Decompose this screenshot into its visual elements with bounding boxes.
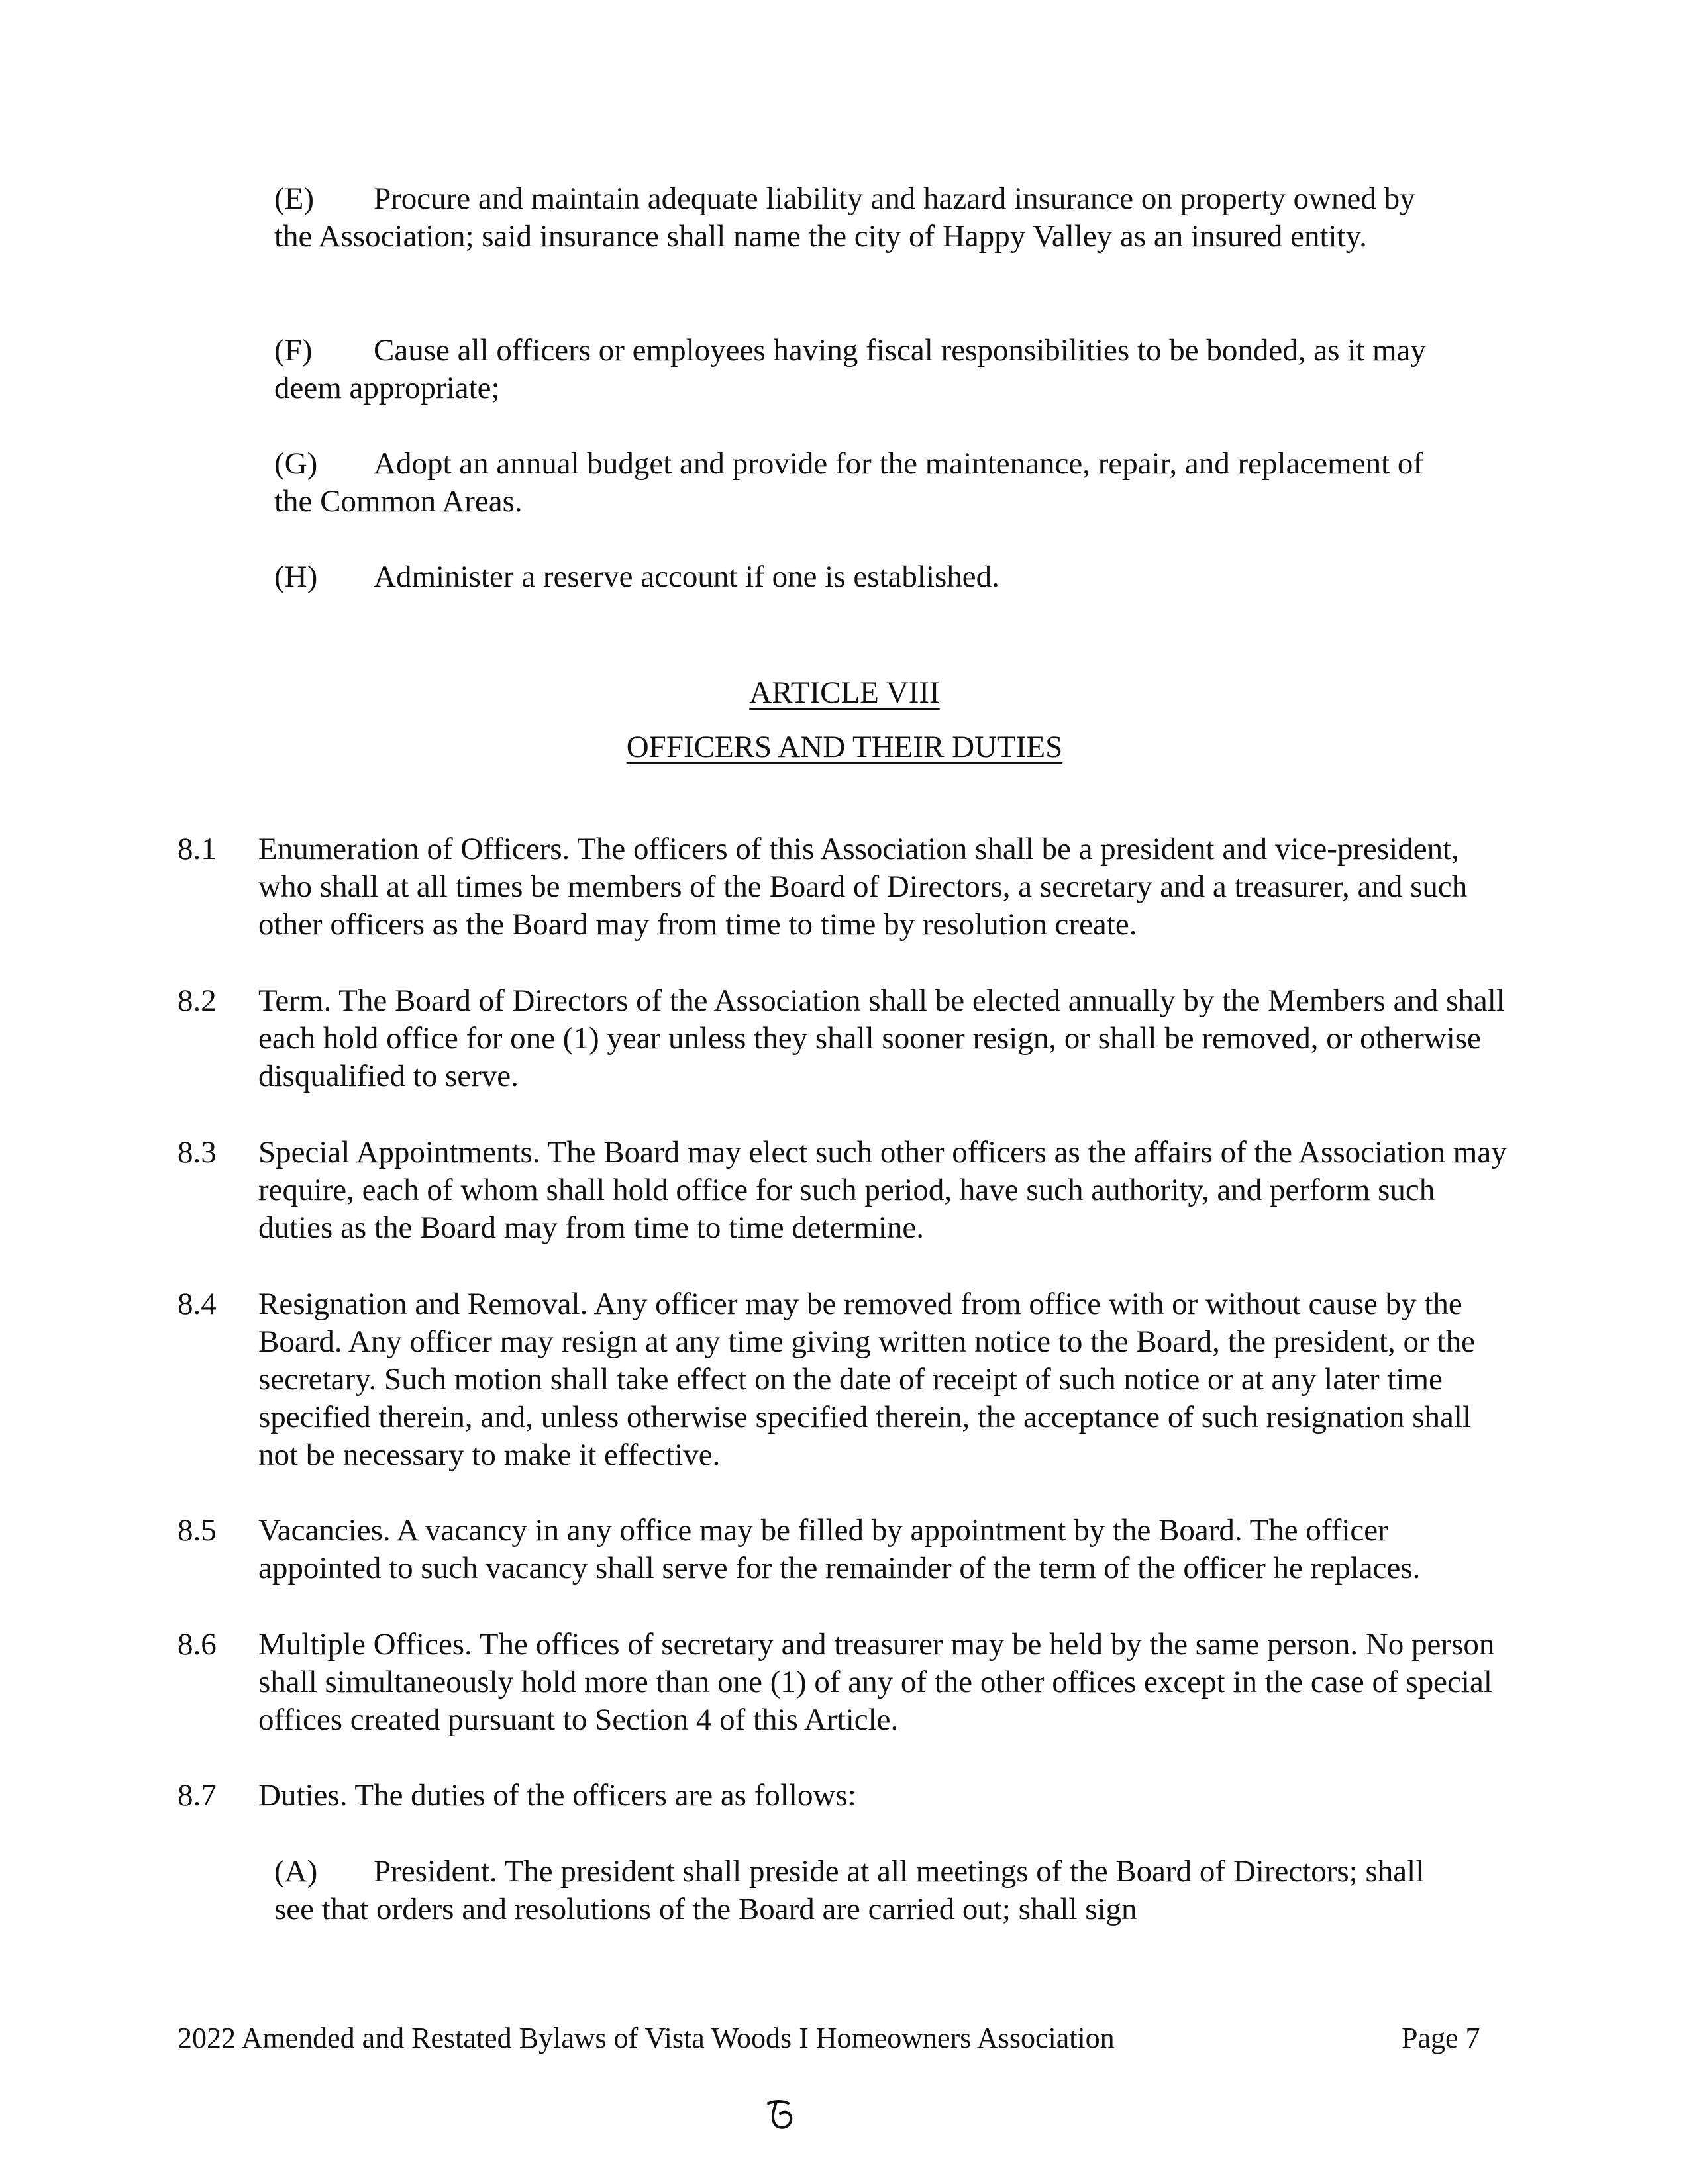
subitem-label: (H): [274, 560, 318, 594]
section-text: Term. The Board of Directors of the Association shall be elected annually by the Members and shall each hold office for one (1) year unless they shall sooner resign, or shall be removed, or otherwise disqualified to serve.: [258, 983, 1505, 1093]
section-number: 8.2: [178, 983, 217, 1018]
section-number: 8.4: [178, 1287, 217, 1321]
handwritten-initial-icon: [762, 2094, 801, 2134]
section-text: Special Appointments. The Board may elect such other officers as the affairs of the Association may require, each of whom shall hold office for such period, have such authority, and perform such duties as the Board may from time to time determine.: [258, 1135, 1507, 1245]
page-number: Page 7: [1402, 2022, 1480, 2054]
subitem-text: President. The president shall preside at all meetings of the Board of Directors; shall see that orders and resolutions of the Board are carried out; shall sign: [274, 1854, 1425, 1926]
subitem-a: [274, 1853, 1440, 1928]
section-8-5: [178, 1512, 1515, 1587]
section-text: Enumeration of Officers. The officers of this Association shall be a president and vice-president, who shall at all times be members of the Board of Directors, a secretary and a treasurer, and such other officers as the Board may from time to time by resolution create.: [258, 832, 1468, 942]
section-8-6: [178, 1626, 1515, 1739]
section-8-4: [178, 1285, 1515, 1474]
section-number: 8.6: [178, 1627, 217, 1662]
subitem-label: (G): [274, 446, 318, 481]
section-8-2: [178, 982, 1515, 1095]
subitem-g: [274, 445, 1440, 521]
subitem-f: [274, 332, 1440, 407]
section-text: Vacancies. A vacancy in any office may be filled by appointment by the Board. The officer appointed to such vacancy shall serve for the remainder of the term of the officer he replaces.: [258, 1513, 1421, 1585]
subitem-label: (E): [274, 181, 315, 216]
subitem-text: Adopt an annual budget and provide for the maintenance, repair, and replacement of the Common Areas.: [274, 446, 1424, 519]
section-number: 8.3: [178, 1135, 217, 1169]
section-number: 8.7: [178, 1778, 217, 1812]
subitem-label: (A): [274, 1854, 318, 1889]
article-title-text: OFFICERS AND THEIR DUTIES: [626, 730, 1063, 764]
article-title: [0, 728, 1689, 766]
section-text: Duties. The duties of the officers are as follows:: [258, 1778, 856, 1812]
subitem-text: Administer a reserve account if one is established.: [374, 560, 999, 594]
article-number: [0, 674, 1689, 712]
section-8-7: [178, 1777, 1515, 1814]
section-text: Multiple Offices. The offices of secretary and treasurer may be held by the same person. No person shall simultaneously hold more than one (1) of any of the other offices except in the case of special offices created pursuant to Section 4 of this Article.: [258, 1627, 1495, 1737]
subitem-e: [274, 180, 1440, 256]
footer-title: 2022 Amended and Restated Bylaws of Vista Woods I Homeowners Association: [178, 2022, 1115, 2054]
subitem-h: [274, 558, 1440, 596]
section-8-1: [178, 830, 1515, 944]
section-number: 8.5: [178, 1513, 217, 1548]
section-number: 8.1: [178, 832, 217, 866]
subitem-text: Cause all officers or employees having fiscal responsibilities to be bonded, as it may deem appropriate;: [274, 333, 1426, 405]
subitem-label: (F): [274, 333, 313, 368]
section-8-3: [178, 1134, 1515, 1247]
article-number-text: ARTICLE VIII: [749, 675, 940, 710]
subitem-text: Procure and maintain adequate liability and hazard insurance on property owned by the Association; said insurance shall name the city of Happy Valley as an insured entity.: [274, 181, 1415, 254]
section-text: Resignation and Removal. Any officer may be removed from office with or without cause by the Board. Any officer may resign at any time giving written notice to the Board, the president, or the secretary. Such motion shall take effect on the date of receipt of such notice or at any later time specified therein, and, unless otherwise specified therein, the acceptance of such resignation shall not be necessary to make it effective.: [258, 1287, 1475, 1472]
